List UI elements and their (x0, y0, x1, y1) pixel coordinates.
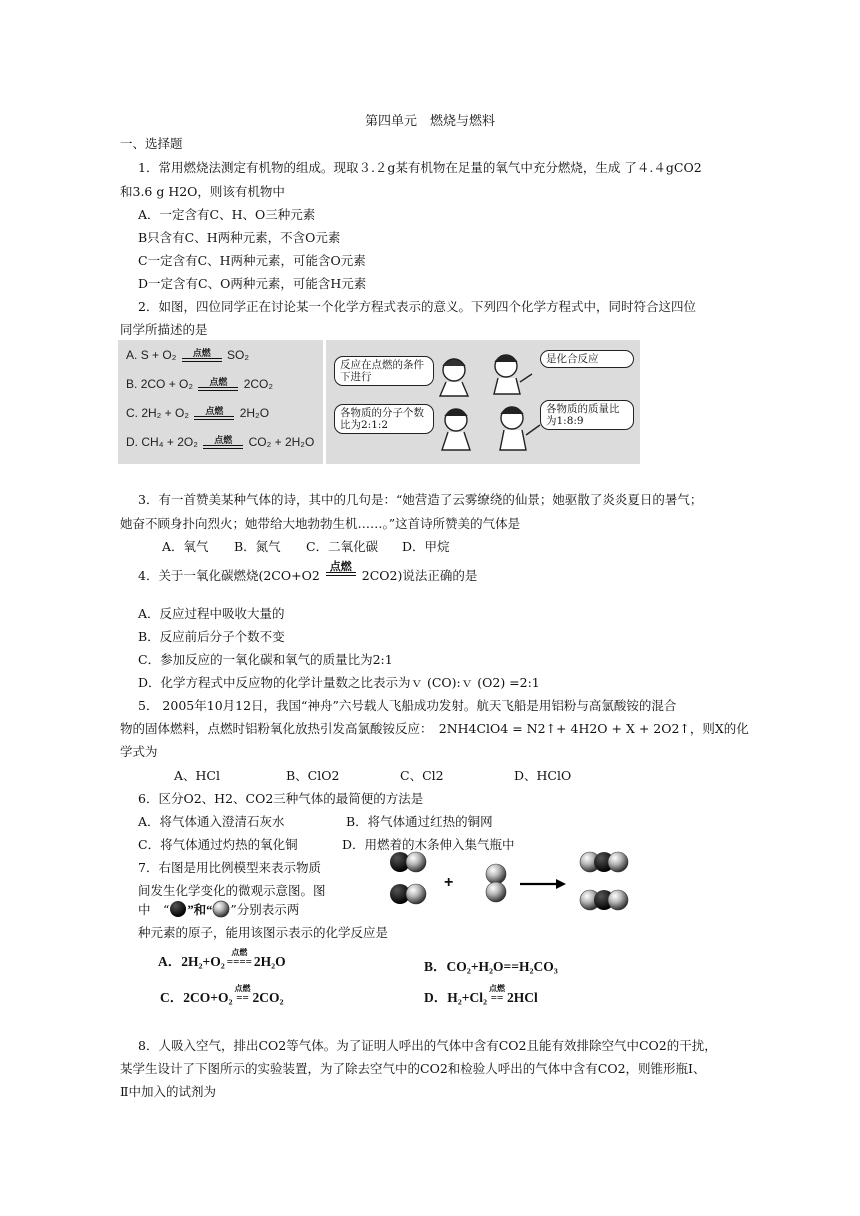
q1-option-d: D一定含有C、O两种元素，可能含H元素 (138, 276, 367, 291)
q2-equation-b: B. 2CO + O₂ 点燃 2CO₂ (126, 377, 274, 391)
q3-line1: 3．有一首赞美某种气体的诗，其中的几句是：“她营造了云雾缭绕的仙景；她驱散了炎炎夏日的暑气； (138, 492, 703, 507)
q7-option-d: D．H₂+Cl₂ 点燃 == 2HCl (424, 984, 538, 1005)
q8-line2: 某学生设计了下图所示的实验装置，为了除去空气中的CO2和检验人呼出的气体中含有CO2，则锥形瓶Ⅰ、 (120, 1061, 706, 1076)
q6-option-a: A．将气体通入澄清石灰水 (138, 814, 285, 829)
dark-atom-icon (169, 900, 187, 918)
q4-option-c: C．参加反应的一氧化碳和氧气的质量比为2:1 (138, 652, 393, 667)
q3-line2: 她奋不顾身扑向烈火；她带给大地勃勃生机……。”这首诗所赞美的气体是 (120, 516, 521, 531)
q1-option-c: C一定含有C、H两种元素，可能含O元素 (138, 253, 366, 268)
plus-sign: + (444, 874, 454, 891)
q5-line1: 5． 2005年10月12日，我国“神舟”六号载人飞船成功发射。航天飞船是用铝粉与高氯酸铵的混合 (138, 698, 677, 713)
q1-option-b: B只含有C、H两种元素，不含O元素 (138, 230, 341, 245)
q5-option-c: C、Cl2 (400, 768, 444, 783)
q2-line2: 同学所描述的是 (120, 322, 208, 337)
q7-option-a: A．2H₂+O₂ 点燃 ==== 2H₂O (158, 948, 286, 969)
q7-line3: 中 “ ”和“ ”分别表示两 (138, 902, 300, 917)
q6-option-b: B．将气体通过红热的铜网 (346, 814, 493, 829)
q3-option-a: A．氧气 (162, 539, 209, 554)
q4-option-a: A．反应过程中吸收大量的 (138, 606, 285, 621)
bubble-molecule-ratio: 各物质的分子个数比为2:1:2 (334, 404, 434, 434)
q7-line2: 间发生化学变化的微观示意图。图 (138, 883, 326, 898)
q1-line2: 和3.6 g H2O，则该有机物中 (120, 184, 285, 199)
q4-option-d: D．化学方程式中反应物的化学计量数之比表示为ｖ (CO):ｖ (O2) =2:1 (138, 675, 540, 690)
q4-option-b: B．反应前后分子个数不变 (138, 629, 285, 644)
q6-option-d: D．用燃着的木条伸入集气瓶中 (342, 837, 515, 852)
q7-line1: 7．右图是用比例模型来表示物质 (138, 860, 321, 875)
section-heading: 一、选择题 (120, 136, 183, 151)
q2-equation-d: D. CH₄ + 2O₂ 点燃 CO₂ + 2H₂O (126, 435, 315, 449)
q2-equations-panel (118, 340, 323, 464)
q2-line1: 2．如图，四位同学正在讨论某一个化学方程式表示的意义。下列四个化学方程式中，同时符合这四位 (138, 299, 696, 314)
q2-equation-c: C. 2H₂ + O₂ 点燃 2H₂O (126, 406, 270, 420)
q1-line1: 1．常用燃烧法测定有机物的组成。现取３.２g某有机物在足量的氧气中充分燃烧，生成 了４.４gCO2 (138, 160, 702, 175)
q2-students-panel (326, 340, 640, 464)
q8-line1: 8．人吸入空气，排出CO2等气体。为了证明人呼出的气体中含有CO2且能有效排除空气中CO2的干扰， (138, 1038, 717, 1053)
q5-option-b: B、ClO2 (286, 768, 340, 783)
q3-option-b: B．氮气 (234, 539, 281, 554)
bubble-condition: 反应在点燃的条件下进行 (334, 356, 434, 386)
q6-option-c: C．将气体通过灼热的氧化铜 (138, 837, 298, 852)
q8-line3: Ⅱ中加入的试剂为 (120, 1084, 216, 1099)
page-title: 第四单元 燃烧与燃料 (364, 114, 495, 129)
q5-option-d: D、HClO (514, 768, 572, 783)
q7-reaction-diagram (384, 848, 644, 920)
bubble-mass-ratio: 各物质的质量比为1:8:9 (540, 400, 634, 430)
q7-line4: 种元素的原子，能用该图示表示的化学反应是 (138, 925, 389, 940)
q1-option-a: A．一定含有C、H、O三种元素 (138, 207, 316, 222)
q5-line2: 物的固体燃料，点燃时铝粉氧化放热引发高氯酸铵反应： 2NH4ClO4 = N2↑+ 4H2O + X + 2O2↑，则X的化 (120, 721, 749, 736)
q3-option-d: D．甲烷 (402, 539, 450, 554)
q3-option-c: C．二氧化碳 (306, 539, 379, 554)
q7-option-b: B．CO₂+H₂O==H₂CO₃ (424, 959, 558, 974)
q4-line1: 4．关于一氧化碳燃烧(2CO+O2 点燃 2CO2)说法正确的是 (138, 560, 478, 583)
q5-line3: 学式为 (120, 744, 158, 759)
q5-option-a: A、HCl (174, 768, 220, 783)
q7-option-c: C．2CO+O₂ 点燃 == 2CO₂ (160, 984, 284, 1005)
q6-line1: 6．区分O2、H2、CO2三种气体的最简便的方法是 (138, 791, 424, 806)
bubble-combination: 是化合反应 (540, 350, 634, 368)
q2-equation-a: A. S + O₂ 点燃 SO₂ (126, 348, 250, 362)
gray-atom-icon (212, 900, 230, 918)
